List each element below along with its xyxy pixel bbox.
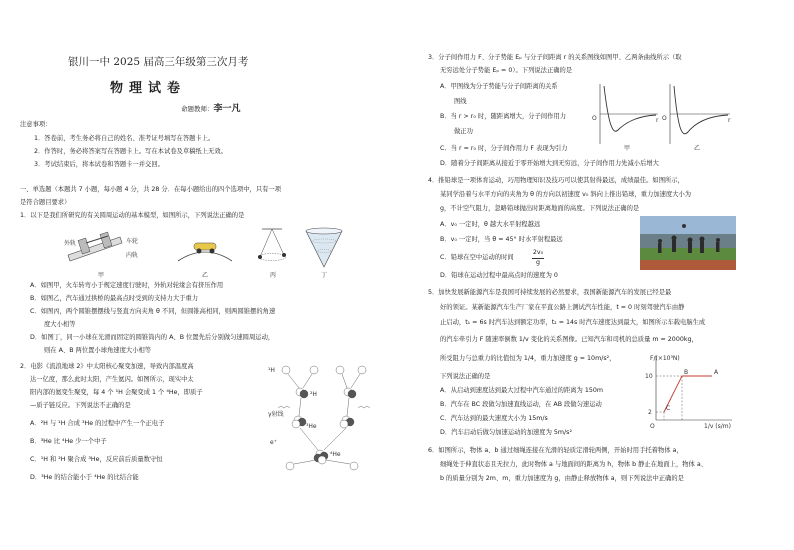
option: 度大小相等	[44, 321, 76, 328]
y-tick-label: 10	[645, 373, 653, 380]
fig-label: 乙	[202, 272, 209, 279]
option: D．汽车启动后做匀加速运动的加速度为 5m/s²	[440, 429, 572, 436]
option: C．¹H 和 ²H 聚合成 ³He，反应前后质量数守恒	[30, 456, 163, 463]
y-tick-label: 2	[648, 409, 652, 416]
question-stem: 止启动，t₁ = 6s 时汽车达到额定功率，t₂ = 14s 时汽车速度达到最大，如图所示车载电脑生成	[440, 319, 706, 326]
question-stem: 3．分子间作用力 F、分子势能 Eₚ 与分子间距离 r 的关系图线如图甲、乙两条曲线所示（取	[428, 54, 682, 61]
fig-label: ⁴He	[330, 451, 341, 458]
conical-pendulum-diagram	[258, 229, 286, 279]
option: A．²H 与 ¹H 合成 ³He 的过程中产生一个正电子	[30, 420, 165, 427]
cone-diagram	[306, 228, 342, 279]
question-stem: 所受阻力与总重力的比值恒为 1/4，重力加速度 g = 10m/s²，	[440, 355, 616, 362]
formula-numerator: 2v₀	[532, 249, 544, 256]
formula-denominator: g	[536, 259, 540, 266]
y-axis-label: F/(×10³N)	[650, 355, 680, 362]
fig-label: 甲	[98, 272, 105, 279]
fig-label: r	[728, 117, 731, 124]
question-stem: 无穷远处分子势能 Eₚ = 0）。下列说法正确的是	[440, 67, 573, 74]
question-stem: 某同学沿着与水平方向的夹角为 θ 的方向以初速度 v₀ 斜向上推出铅球，重力加速度大小为	[440, 191, 692, 198]
option: D．铅球在运动过程中最高点时的速度为 0	[440, 272, 558, 279]
q1-figure	[60, 225, 360, 280]
question-stem: g，不计空气阻力，忽略铅球抛出时距离地面的高度。下列说法正确的是	[440, 205, 640, 212]
question-stem: —质子链反应。下列说法不正确的是	[30, 402, 131, 409]
note-item: 3．考试结束后，将本试卷和答题卡一并交回。	[34, 161, 164, 168]
fusion-diagram	[266, 358, 376, 483]
fig-label: 内轨	[126, 252, 139, 259]
fig-label: γ射线	[268, 411, 284, 418]
question-stem: 达一亿度，那么此时太阳，产生氦闪。如图所示，现实中太	[30, 376, 194, 383]
x-axis-label: 1/v (s/m)	[704, 423, 731, 430]
option: C．汽车达到的最大速度大小为 15m/s	[440, 415, 548, 422]
option: A．从启动到速度达到最大过程中汽车通过的距离为 150m	[440, 387, 603, 394]
fig-label: O	[662, 115, 667, 122]
fig-label: ¹H	[268, 367, 275, 374]
fig-label: 甲	[624, 145, 631, 152]
fig-label: ²H	[310, 391, 317, 398]
option: B．当 r > r₀ 时，随距离增大，分子间作用力	[440, 113, 567, 120]
point-label: B	[684, 369, 689, 376]
option: C．如图丙，两个圆锥摆摆线与竖直方向夹角 θ 不同，但圆锥高相同，则两圆锥摆的角速	[30, 308, 276, 315]
notes-heading: 注意事项：	[20, 121, 52, 128]
shot-put-photo	[640, 216, 736, 270]
option: B．如图乙，汽车通过拱桥的最高点时受到的支持力大于重力	[30, 295, 199, 302]
note-item: 1．答卷前，考生务必将自己的姓名、准考证号填写在答题卡上。	[34, 135, 215, 142]
question-stem: 下列说法正确的是	[440, 373, 491, 380]
fig-label: 车轮	[126, 238, 139, 245]
option: D．³He 的结合能小于 ⁴He 的比结合能	[30, 474, 139, 481]
fig-label: r	[656, 117, 659, 124]
question-stem: 好的领证。某新能源汽车生产厂家在平直公路上测试汽车性能，t = 0 时刻驾驶汽车由静	[440, 304, 685, 311]
fig-label: 外轨	[64, 240, 77, 247]
car-bridge-diagram	[178, 243, 232, 279]
force-velocity-graph	[642, 352, 742, 432]
fig-label: 丙	[270, 272, 277, 279]
question-stem: 4．推铅球是一项体育运动，巧用物理知识及技巧可以使其射得最远，成绩最佳。如图所示，	[428, 177, 684, 184]
question-stem: 阳内部的氦变生聚变，每 4 个 ¹H 会聚变成 1 个 ⁴He，即质子	[30, 389, 203, 396]
point-label: C	[666, 405, 671, 412]
option: B．v₀ 一定时，当 θ = 45° 时水平射程最远	[440, 236, 563, 243]
section-intro: 是符合题目要求）	[20, 199, 71, 206]
author-label: 命题教师：	[181, 105, 214, 113]
question-stem: 细绳处于伸直状态且无拉力，此时物体 a 与地面间的距离为 h，物体 b 静止在地面上，物体 a、	[440, 461, 707, 468]
fig-label: ³He	[306, 423, 317, 430]
option: A．如图甲，火车转弯小于规定速度行驶时，外轨对轮缘会有挤压作用	[30, 282, 224, 289]
author-line	[181, 101, 241, 114]
fig-label: 丁	[321, 272, 328, 279]
point-label: A	[714, 369, 719, 376]
fig-label: 乙	[694, 145, 701, 152]
question-stem: 2．电影《流浪地球 2》中太阳核心聚变加速，导致内部温度高	[20, 363, 194, 370]
exam-subject: 物理试卷	[110, 81, 187, 96]
option: D．如图丁，同一小球在光滑而固定的圆锥筒内的 A、B 位置先后分别做匀速圆周运动，	[30, 334, 275, 341]
option: A．甲图线为分子势能与分子间距离的关系	[440, 83, 558, 90]
origin-label: O	[650, 423, 655, 430]
question-stem: 6．如图所示，物体 a、b 通过细绳连接在光滑的轻质定滑轮两侧，开始时用手托着物体 a，	[428, 447, 683, 454]
option: 做正功	[454, 128, 473, 135]
molecular-force-graphs	[590, 80, 740, 152]
option: C．当 r = r₀ 时，分子间作用力 F 表现为引力	[440, 145, 568, 152]
question-stem: 5．加快发展新能源汽车是我国可持续发展的必然要求，我国新能源汽车的发展已经是最	[428, 289, 672, 296]
option: 图线	[454, 98, 467, 105]
option: A．v₀ 一定时，θ 越大水平射程越远	[440, 221, 541, 228]
train-wheel-diagram	[64, 232, 138, 279]
fig-label: O	[592, 115, 597, 122]
author-name: 李一凡	[213, 104, 241, 114]
option: D．随着分子间距离从接近于零开始增大到无穷远，分子间作用力先减小后增大	[440, 160, 659, 167]
exam-title: 银川一中 2025 届高三年级第三次月考	[68, 56, 249, 68]
note-item: 2．作答时，务必将答案写在答题卡上。写在本试卷及草稿纸上无效。	[34, 148, 227, 155]
question-stem: 的汽车牵引力 F 随速率倒数 1/v 变化的关系图像。已知汽车和司机的总质量 m = 2000kg，	[440, 336, 698, 343]
question-stem: b 的质量分别为 2m、m，重力加速度为 g，由静止释放物体 a，则下列说法中正确的是	[440, 475, 684, 482]
section-intro: 一、单选题（本题共 7 小题，每小题 4 分，共 28 分．在每小题给出的四个选项中，只有一项	[20, 186, 282, 193]
fig-label: e⁺	[270, 439, 277, 446]
option: 则在 A、B 两位置小球角速度大小相等	[44, 347, 152, 354]
option: B．³He 比 ⁴He 少一个中子	[30, 438, 107, 445]
option: B．汽车在 BC 段做匀加速直线运动，在 AB 段做匀速运动	[440, 401, 602, 408]
question-stem: 1．以下是我们所研究的有关圆周运动的基本模型，如图所示，下列说法正确的是	[20, 212, 245, 219]
option: C．铅球在空中运动的时间	[440, 254, 514, 261]
